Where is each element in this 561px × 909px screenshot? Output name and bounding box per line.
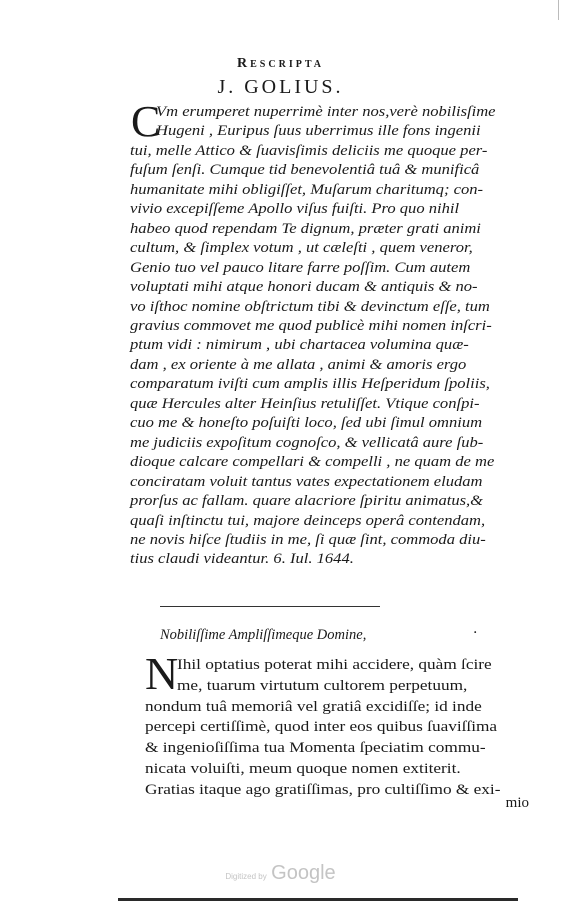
letter1-line: quaſi inſtinctu tui, majore deinceps operâ contendam, (130, 512, 486, 529)
letter1-line: cultum, & ſimplex votum , ut cæleſti , quem veneror, (130, 240, 473, 257)
letter1-line: cuo me & honeſto poſuiſti loco, ſed ubi ſimul omnium (130, 415, 483, 432)
letter1-line: me judiciis expoſitum cognoſco, & vellicatâ aure ſub- (130, 434, 484, 451)
letter2-line: Gratias itaque ago gratiſſimas, pro cultiſſimo & exi- (145, 781, 501, 798)
letter1-line: Vm erumperet nuperrimè inter nos,verè nobilisſime (156, 104, 496, 120)
google-logo: Google (271, 862, 336, 884)
letter1-line: comparatum iviſti cum amplis illis Heſperidum ſpoliis, (130, 376, 490, 393)
letter1-line: fuſum ſenſi. Cumque tid benevolentiâ tuâ & munificâ (130, 162, 480, 179)
letter1-line: dam , ex oriente à me allata , animi & amoris ergo (130, 356, 467, 373)
letter1-line: tius claudi videantur. 6. Iul. 1644. (130, 551, 354, 568)
letter1-line: quæ Hercules alter Heinſius retuliſſet. Vtique conſpi- (130, 395, 480, 412)
letter1-line: conciratam voluit tantus vates expectationem eludam (130, 473, 483, 490)
letter2-line: percepi certiſſimè, quod inter eos quibus ſuaviſſima (145, 719, 498, 736)
letter2-line: & ingenioſiſſima tua Momenta ſpeciatim commu- (145, 740, 486, 757)
letter1-line: habeo quod rependam Te dignum, præter grati animi (130, 220, 481, 237)
page-edge-line (558, 0, 559, 20)
letter1-line: vo iſthoc nomine obſtrictum tibi & devinctum eſſe, tum (130, 298, 490, 315)
letter1-line: ne novis hiſce ſtudiis in me, ſi quæ ſint, commoda diu- (130, 531, 486, 548)
running-head: Rescripta (237, 56, 324, 71)
letter1-line: Hugeni , Euripus ſuus uberrimus ille fons ingenii (156, 123, 481, 140)
letter1-line: prorſus ac fallam. quare alacriore ſpiritu animatus,& (130, 493, 484, 510)
letter2-line: Ihil optatius poterat mihi accidere, quàm ſcire (177, 657, 492, 673)
letter2-line: me, tuarum virtutum cultorem perpetuum, (177, 677, 468, 694)
letter1-line: gravius commovet me quod publicè mihi nomen inſcri- (130, 317, 492, 334)
letter1-line: ptum vidi : nimirum , ubi chartacea volumina quæ- (130, 337, 469, 354)
drop-cap-n: N (145, 648, 179, 699)
letter1-line: Genio tuo vel pauco litare farre poſſim. Cum autem (130, 259, 471, 276)
letter1-line: voluptati mihi atque honori ducam & antiquis & no- (130, 279, 478, 296)
letter2-line: nondum tuâ memoriâ vel gratiâ excidiſſe; id inde (145, 698, 482, 715)
watermark-prefix: Digitized by (225, 872, 267, 881)
digitization-watermark (0, 862, 561, 885)
salutation: Nobiliſſime Ampliſſimeque Domine, (160, 627, 367, 643)
letter-latin-reply (145, 655, 537, 801)
section-divider (160, 606, 380, 607)
author-heading: J. GOLIUS. (217, 76, 344, 98)
drop-cap-c: C (131, 97, 161, 146)
letter2-line: nicata voluiſti, meum quoque nomen extiterit. (145, 760, 461, 777)
letter-latin-golius (130, 97, 550, 570)
page-bottom-rule (118, 898, 518, 901)
letter1-line: dioque calcare compellari & compelli , ne quam de me (130, 454, 495, 471)
ink-dot: · (473, 625, 478, 641)
catchword: mio (505, 795, 529, 811)
letter1-line: vivio excepiſſeme Apollo viſus fuiſti. Pro quo nihil (130, 201, 460, 218)
letter1-line: tui, melle Attico & ſuavisſimis deliciis me quoque per- (130, 142, 488, 159)
letter1-line: humanitate mihi obligiſſet, Muſarum charitumq; con- (130, 181, 484, 198)
